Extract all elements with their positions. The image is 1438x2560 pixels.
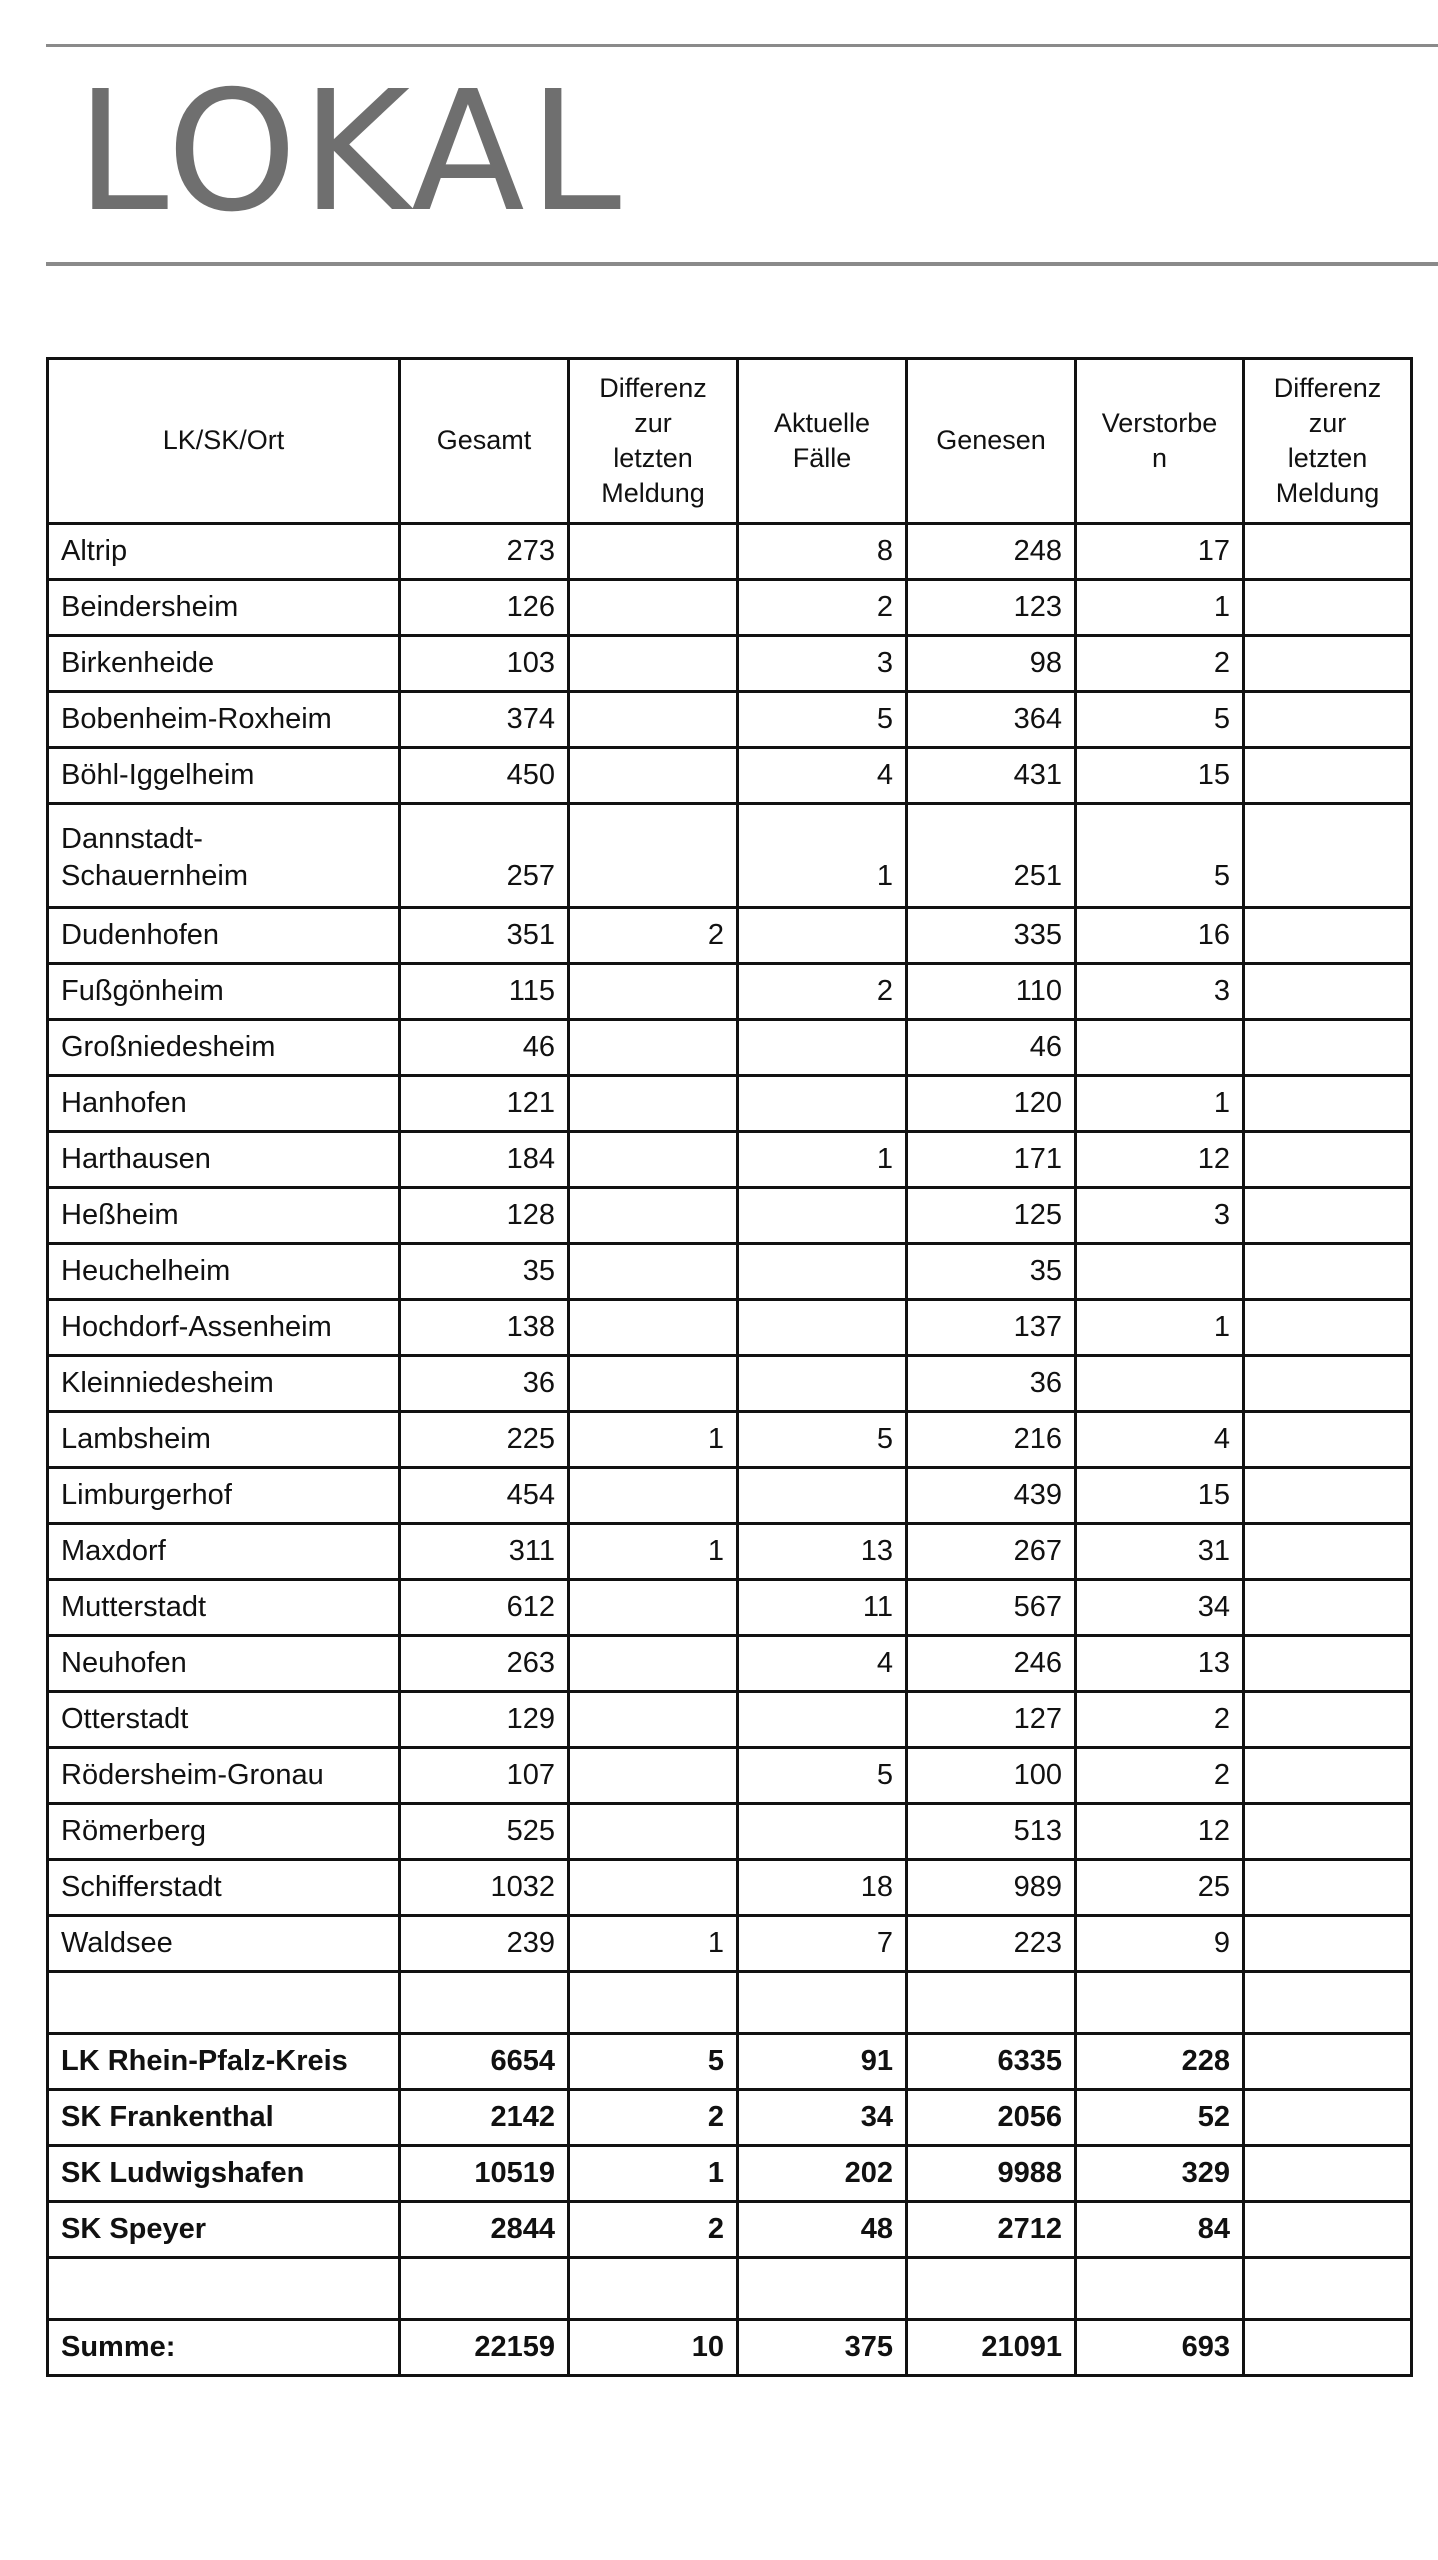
- value-cell: 228: [1076, 2034, 1244, 2090]
- value-cell: 239: [400, 1916, 569, 1972]
- value-cell: [400, 1972, 569, 2034]
- row-label-cell: SK Speyer: [48, 2202, 400, 2258]
- value-cell: [1244, 1804, 1412, 1860]
- value-cell: [738, 1188, 907, 1244]
- value-cell: [1244, 1692, 1412, 1748]
- value-cell: 8: [738, 524, 907, 580]
- value-cell: [569, 1244, 738, 1300]
- value-cell: 127: [907, 1692, 1076, 1748]
- col-header-deceased: Verstorbe n: [1076, 359, 1244, 524]
- value-cell: [738, 1692, 907, 1748]
- table-row: [48, 636, 1412, 692]
- row-label-cell: Bobenheim-Roxheim: [48, 692, 400, 748]
- value-cell: [1244, 2034, 1412, 2090]
- value-cell: 129: [400, 1692, 569, 1748]
- value-cell: 125: [907, 1188, 1076, 1244]
- table-row: [48, 1132, 1412, 1188]
- row-label-cell: Dudenhofen: [48, 908, 400, 964]
- value-cell: 35: [907, 1244, 1076, 1300]
- row-label-cell: [48, 2258, 400, 2320]
- value-cell: [1076, 1020, 1244, 1076]
- value-cell: 6654: [400, 2034, 569, 2090]
- value-cell: 31: [1076, 1524, 1244, 1580]
- value-cell: 1: [1076, 1300, 1244, 1356]
- table-row: [48, 1244, 1412, 1300]
- value-cell: 612: [400, 1580, 569, 1636]
- value-cell: 34: [1076, 1580, 1244, 1636]
- value-cell: 251: [907, 804, 1076, 908]
- row-label-cell: Lambsheim: [48, 1412, 400, 1468]
- row-label-cell: Großniedesheim: [48, 1020, 400, 1076]
- row-label-cell: Neuhofen: [48, 1636, 400, 1692]
- value-cell: 216: [907, 1412, 1076, 1468]
- value-cell: [1244, 748, 1412, 804]
- value-cell: 128: [400, 1188, 569, 1244]
- value-cell: 46: [400, 1020, 569, 1076]
- row-label-cell: LK Rhein-Pfalz-Kreis: [48, 2034, 400, 2090]
- value-cell: [1244, 1020, 1412, 1076]
- value-cell: 84: [1076, 2202, 1244, 2258]
- value-cell: 110: [907, 964, 1076, 1020]
- value-cell: 10519: [400, 2146, 569, 2202]
- value-cell: 1: [569, 1412, 738, 1468]
- value-cell: [1244, 1524, 1412, 1580]
- row-label-cell: Heßheim: [48, 1188, 400, 1244]
- value-cell: 103: [400, 636, 569, 692]
- value-cell: 100: [907, 1748, 1076, 1804]
- value-cell: 2: [569, 908, 738, 964]
- value-cell: 374: [400, 692, 569, 748]
- value-cell: [907, 2258, 1076, 2320]
- summary-row: [48, 2090, 1412, 2146]
- value-cell: 4: [738, 1636, 907, 1692]
- row-label-cell: Kleinniedesheim: [48, 1356, 400, 1412]
- value-cell: [569, 1636, 738, 1692]
- section-heading: LOKAL: [76, 56, 626, 249]
- value-cell: [907, 1972, 1076, 2034]
- value-cell: [738, 1076, 907, 1132]
- value-cell: [1244, 1468, 1412, 1524]
- value-cell: 2: [569, 2202, 738, 2258]
- value-cell: [1244, 908, 1412, 964]
- value-cell: [1244, 1132, 1412, 1188]
- value-cell: 4: [1076, 1412, 1244, 1468]
- col-header-deceased-difference: Differenz zur letzten Meldung: [1244, 359, 1412, 524]
- heading-underline: [46, 262, 1438, 266]
- value-cell: 46: [907, 1020, 1076, 1076]
- value-cell: 171: [907, 1132, 1076, 1188]
- value-cell: 25: [1076, 1860, 1244, 1916]
- value-cell: 22159: [400, 2320, 569, 2376]
- value-cell: [1076, 2258, 1244, 2320]
- col-header-total: Gesamt: [400, 359, 569, 524]
- table-row: [48, 1860, 1412, 1916]
- row-label-cell: Fußgönheim: [48, 964, 400, 1020]
- value-cell: [569, 1188, 738, 1244]
- value-cell: 202: [738, 2146, 907, 2202]
- row-label-cell: Rödersheim-Gronau: [48, 1748, 400, 1804]
- value-cell: 1: [569, 1524, 738, 1580]
- row-label-cell: [48, 1972, 400, 2034]
- value-cell: 36: [907, 1356, 1076, 1412]
- value-cell: 120: [907, 1076, 1076, 1132]
- value-cell: [569, 1132, 738, 1188]
- value-cell: [738, 1020, 907, 1076]
- blank-row: [48, 1972, 1412, 2034]
- col-header-recovered: Genesen: [907, 359, 1076, 524]
- table-row: [48, 1580, 1412, 1636]
- value-cell: 2844: [400, 2202, 569, 2258]
- value-cell: 1032: [400, 1860, 569, 1916]
- value-cell: [1244, 692, 1412, 748]
- value-cell: [569, 1692, 738, 1748]
- row-label-cell: Mutterstadt: [48, 1580, 400, 1636]
- value-cell: [1244, 1188, 1412, 1244]
- value-cell: [738, 1300, 907, 1356]
- value-cell: [738, 1972, 907, 2034]
- value-cell: [569, 1020, 738, 1076]
- value-cell: 2712: [907, 2202, 1076, 2258]
- row-label-cell: Schifferstadt: [48, 1860, 400, 1916]
- table-row: [48, 1524, 1412, 1580]
- value-cell: 5: [1076, 692, 1244, 748]
- value-cell: [1244, 2202, 1412, 2258]
- row-label-cell: Böhl-Iggelheim: [48, 748, 400, 804]
- value-cell: 9: [1076, 1916, 1244, 1972]
- value-cell: [569, 524, 738, 580]
- value-cell: [1244, 964, 1412, 1020]
- value-cell: 11: [738, 1580, 907, 1636]
- table-row: [48, 1076, 1412, 1132]
- value-cell: 3: [738, 636, 907, 692]
- value-cell: 989: [907, 1860, 1076, 1916]
- value-cell: [738, 908, 907, 964]
- top-rule: [46, 44, 1438, 47]
- table-row: [48, 1300, 1412, 1356]
- table-row: [48, 1916, 1412, 1972]
- value-cell: [1244, 580, 1412, 636]
- value-cell: [1244, 1244, 1412, 1300]
- value-cell: [1244, 2258, 1412, 2320]
- value-cell: 7: [738, 1916, 907, 1972]
- value-cell: 138: [400, 1300, 569, 1356]
- value-cell: 439: [907, 1468, 1076, 1524]
- value-cell: [1244, 2320, 1412, 2376]
- value-cell: [738, 2258, 907, 2320]
- value-cell: 12: [1076, 1804, 1244, 1860]
- table-row: [48, 964, 1412, 1020]
- col-header-location: LK/SK/Ort: [48, 359, 400, 524]
- value-cell: 34: [738, 2090, 907, 2146]
- covid-cases-table: [46, 357, 1413, 2377]
- value-cell: [1244, 1916, 1412, 1972]
- value-cell: [569, 964, 738, 1020]
- value-cell: [569, 636, 738, 692]
- value-cell: 16: [1076, 908, 1244, 964]
- value-cell: 5: [569, 2034, 738, 2090]
- summary-row: [48, 2202, 1412, 2258]
- table-row: [48, 1020, 1412, 1076]
- value-cell: 2: [1076, 636, 1244, 692]
- value-cell: 257: [400, 804, 569, 908]
- value-cell: [569, 748, 738, 804]
- row-label-cell: Otterstadt: [48, 1692, 400, 1748]
- value-cell: 2: [738, 964, 907, 1020]
- value-cell: 4: [738, 748, 907, 804]
- value-cell: 2: [738, 580, 907, 636]
- row-label-cell: Limburgerhof: [48, 1468, 400, 1524]
- value-cell: 13: [738, 1524, 907, 1580]
- value-cell: 36: [400, 1356, 569, 1412]
- value-cell: [1244, 1412, 1412, 1468]
- row-label-cell: Harthausen: [48, 1132, 400, 1188]
- row-label-cell: Römerberg: [48, 1804, 400, 1860]
- col-header-difference: Differenz zur letzten Meldung: [569, 359, 738, 524]
- table-row: [48, 1468, 1412, 1524]
- value-cell: [569, 692, 738, 748]
- value-cell: 15: [1076, 1468, 1244, 1524]
- table-row: [48, 1188, 1412, 1244]
- value-cell: 98: [907, 636, 1076, 692]
- row-label-cell: SK Frankenthal: [48, 2090, 400, 2146]
- row-label-cell: Heuchelheim: [48, 1244, 400, 1300]
- table-row: [48, 1692, 1412, 1748]
- value-cell: 2142: [400, 2090, 569, 2146]
- value-cell: 137: [907, 1300, 1076, 1356]
- row-label-cell: Hochdorf-Assenheim: [48, 1300, 400, 1356]
- value-cell: 48: [738, 2202, 907, 2258]
- value-cell: [569, 804, 738, 908]
- value-cell: 431: [907, 748, 1076, 804]
- value-cell: 2056: [907, 2090, 1076, 2146]
- value-cell: 91: [738, 2034, 907, 2090]
- value-cell: 115: [400, 964, 569, 1020]
- value-cell: 5: [738, 1748, 907, 1804]
- value-cell: 1: [738, 1132, 907, 1188]
- value-cell: [1244, 2090, 1412, 2146]
- value-cell: 35: [400, 1244, 569, 1300]
- value-cell: 335: [907, 908, 1076, 964]
- value-cell: [1076, 1244, 1244, 1300]
- row-label-cell: Summe:: [48, 2320, 400, 2376]
- value-cell: [1244, 1076, 1412, 1132]
- value-cell: 2: [1076, 1692, 1244, 1748]
- col-header-active: Aktuelle Fälle: [738, 359, 907, 524]
- value-cell: [1244, 1356, 1412, 1412]
- value-cell: [1244, 1636, 1412, 1692]
- value-cell: 1: [569, 1916, 738, 1972]
- value-cell: [1076, 1972, 1244, 2034]
- value-cell: 15: [1076, 748, 1244, 804]
- value-cell: 246: [907, 1636, 1076, 1692]
- value-cell: 273: [400, 524, 569, 580]
- value-cell: 351: [400, 908, 569, 964]
- value-cell: [569, 1860, 738, 1916]
- value-cell: 10: [569, 2320, 738, 2376]
- value-cell: 1: [1076, 580, 1244, 636]
- value-cell: 13: [1076, 1636, 1244, 1692]
- value-cell: 223: [907, 1916, 1076, 1972]
- value-cell: 126: [400, 580, 569, 636]
- value-cell: [569, 1804, 738, 1860]
- value-cell: [1244, 804, 1412, 908]
- value-cell: [569, 1356, 738, 1412]
- table-row: [48, 1636, 1412, 1692]
- row-label-cell: Hanhofen: [48, 1076, 400, 1132]
- value-cell: 567: [907, 1580, 1076, 1636]
- value-cell: [569, 1972, 738, 2034]
- value-cell: 225: [400, 1412, 569, 1468]
- row-label-cell: Altrip: [48, 524, 400, 580]
- value-cell: 248: [907, 524, 1076, 580]
- value-cell: 5: [1076, 804, 1244, 908]
- value-cell: 3: [1076, 964, 1244, 1020]
- value-cell: 107: [400, 1748, 569, 1804]
- table-row: [48, 1804, 1412, 1860]
- summary-row: [48, 2146, 1412, 2202]
- value-cell: 5: [738, 692, 907, 748]
- row-label-cell: SK Ludwigshafen: [48, 2146, 400, 2202]
- value-cell: 2: [569, 2090, 738, 2146]
- value-cell: 513: [907, 1804, 1076, 1860]
- value-cell: [1244, 1860, 1412, 1916]
- value-cell: [738, 1244, 907, 1300]
- value-cell: [738, 1804, 907, 1860]
- value-cell: 3: [1076, 1188, 1244, 1244]
- value-cell: 5: [738, 1412, 907, 1468]
- table-row: [48, 580, 1412, 636]
- value-cell: [1244, 1972, 1412, 2034]
- value-cell: [569, 580, 738, 636]
- value-cell: [569, 1580, 738, 1636]
- value-cell: [569, 1748, 738, 1804]
- value-cell: [1076, 1356, 1244, 1412]
- value-cell: 52: [1076, 2090, 1244, 2146]
- value-cell: [1244, 2146, 1412, 2202]
- value-cell: 364: [907, 692, 1076, 748]
- value-cell: 454: [400, 1468, 569, 1524]
- table-row: [48, 524, 1412, 580]
- value-cell: 123: [907, 580, 1076, 636]
- value-cell: 329: [1076, 2146, 1244, 2202]
- row-label-cell: Birkenheide: [48, 636, 400, 692]
- table-row: [48, 1748, 1412, 1804]
- value-cell: 450: [400, 748, 569, 804]
- value-cell: 375: [738, 2320, 907, 2376]
- table-row: [48, 908, 1412, 964]
- table-row: [48, 804, 1412, 908]
- value-cell: 1: [1076, 1076, 1244, 1132]
- table-row: [48, 1356, 1412, 1412]
- value-cell: 525: [400, 1804, 569, 1860]
- table-row: [48, 1412, 1412, 1468]
- value-cell: [569, 2258, 738, 2320]
- summary-row: [48, 2034, 1412, 2090]
- value-cell: 263: [400, 1636, 569, 1692]
- row-label-cell: Maxdorf: [48, 1524, 400, 1580]
- value-cell: 184: [400, 1132, 569, 1188]
- value-cell: [1244, 1748, 1412, 1804]
- value-cell: 311: [400, 1524, 569, 1580]
- summary-row: [48, 2320, 1412, 2376]
- value-cell: 12: [1076, 1132, 1244, 1188]
- row-label-cell: Waldsee: [48, 1916, 400, 1972]
- value-cell: [738, 1468, 907, 1524]
- table-header-row: [48, 359, 1412, 524]
- value-cell: 6335: [907, 2034, 1076, 2090]
- value-cell: [569, 1076, 738, 1132]
- row-label-cell: Dannstadt- Schauernheim: [48, 804, 400, 908]
- value-cell: 21091: [907, 2320, 1076, 2376]
- value-cell: [569, 1300, 738, 1356]
- value-cell: 693: [1076, 2320, 1244, 2376]
- value-cell: [1244, 1580, 1412, 1636]
- row-label-cell: Beindersheim: [48, 580, 400, 636]
- value-cell: 2: [1076, 1748, 1244, 1804]
- value-cell: [400, 2258, 569, 2320]
- table-row: [48, 692, 1412, 748]
- value-cell: 1: [738, 804, 907, 908]
- value-cell: 267: [907, 1524, 1076, 1580]
- value-cell: 9988: [907, 2146, 1076, 2202]
- value-cell: 121: [400, 1076, 569, 1132]
- value-cell: [1244, 636, 1412, 692]
- value-cell: 17: [1076, 524, 1244, 580]
- value-cell: 18: [738, 1860, 907, 1916]
- value-cell: [569, 1468, 738, 1524]
- table-row: [48, 748, 1412, 804]
- value-cell: [1244, 1300, 1412, 1356]
- value-cell: 1: [569, 2146, 738, 2202]
- value-cell: [738, 1356, 907, 1412]
- blank-row: [48, 2258, 1412, 2320]
- value-cell: [1244, 524, 1412, 580]
